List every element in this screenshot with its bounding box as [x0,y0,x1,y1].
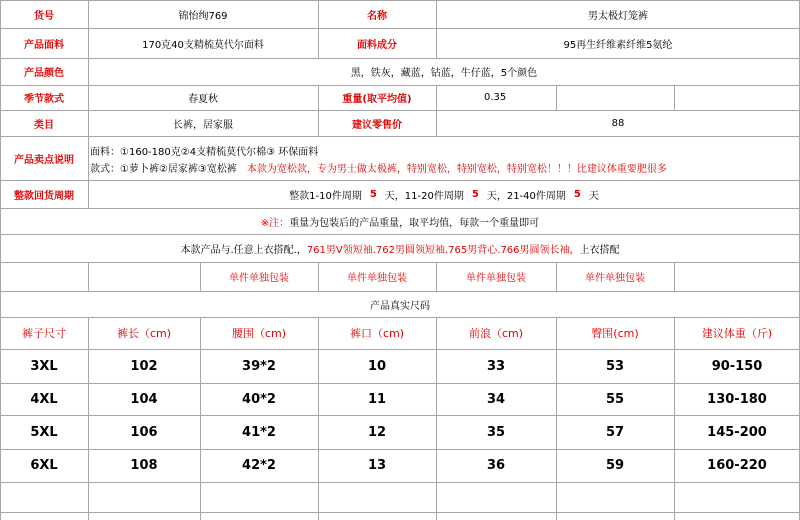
grid-line [0,180,800,181]
size-row-5xl-weight: 145-200 [707,424,767,440]
grid-line [0,262,800,263]
grid-line [318,0,319,28]
selling-line2-red: 本款为宽松款，专为男士做太极裤，特别宽松，特别宽松，特别宽松！！！比建议体重要肥很多 [246,163,667,175]
grid-line [318,85,319,136]
grid-line [0,208,800,209]
price-value: 88 [611,117,625,129]
grid-line [436,317,437,520]
pack-cell-2: 单件单独包装 [347,273,407,284]
size-row-6xl-waist: 42*2 [242,458,276,473]
fabric-label: 产品面料 [24,39,64,51]
grid-line [88,0,89,208]
size-row-5xl-size: 5XL [30,424,58,440]
grid-line [0,58,800,59]
grid-line [318,262,319,291]
grid-line [0,349,800,350]
grid-line [556,85,557,110]
size-header-size: 裤子尺寸 [22,327,66,340]
size-row-4xl-size: 4XL [30,391,58,407]
season-value: 春夏秋 [188,94,218,105]
grid-line [0,0,800,1]
item-no-value: 锦怡绚769 [178,10,228,22]
grid-line [318,317,319,520]
cycle-c-unit: 天 [588,190,599,202]
price-label: 建议零售价 [352,119,402,131]
note-mark: ※注： [260,217,290,229]
size-row-3xl-length: 102 [130,358,158,374]
fabric-value: 170克40支精梳莫代尔面料 [142,39,264,51]
match-suffix: 上衣搭配 [579,244,620,256]
category-label: 类目 [34,119,54,131]
size-row-4xl-length: 104 [130,391,158,407]
composition-label: 面料成分 [357,39,397,51]
size-row-4xl-weight: 130-180 [707,391,767,407]
grid-line [318,28,319,58]
category-value: 长裤，居家服 [173,119,233,131]
name-value: 男太极灯笼裤 [588,10,648,22]
grid-line [0,85,800,86]
size-header-length: 裤长（cm) [116,327,172,340]
size-row-5xl-waist: 41*2 [242,424,276,440]
grid-line [556,262,557,291]
cycle-label: 整款回货周期 [14,190,74,202]
item-no-label: 货号 [34,10,54,22]
pack-cell-4: 单件单独包装 [585,273,645,284]
size-header-weight: 建议体重（斤) [701,327,773,340]
weight-label: 重量(取平均值) [342,94,412,105]
selling-line1: 面料：①160-180克②4支精梳莫代尔棉③ 环保面料 [90,147,319,158]
selling-line2 [88,157,800,177]
grid-line [0,482,800,483]
size-header-waist: 腰围（cm) [231,327,287,340]
size-header-hip: 臀围(cm) [591,327,639,340]
grid-line [0,383,800,384]
size-row-5xl-length: 106 [130,424,158,440]
grid-line [0,415,800,416]
name-label: 名称 [367,10,387,22]
grid-line [88,317,89,520]
grid-line [0,0,1,520]
size-row-4xl-hem: 11 [367,391,387,407]
cycle-a-num: 5 [369,188,377,200]
size-row-6xl-hem: 13 [367,458,387,473]
grid-line [200,262,201,291]
size-row-4xl-waist: 40*2 [242,391,276,407]
grid-line [674,262,675,291]
size-row-3xl-hip: 53 [605,358,625,374]
size-row-3xl-weight: 90-150 [711,358,763,374]
match-prefix: 本款产品与.任意上衣搭配.， [180,244,307,256]
cycle-c-num: 5 [573,188,581,200]
grid-line [0,449,800,450]
grid-line [0,136,800,137]
size-header-rise: 前浪（cm) [468,327,524,340]
match-red: 761男V领短袖.762男圆领短袖.765男背心.766男圆领长袖， [306,244,580,256]
cycle-a-unit: 天，11-20件周期 [384,190,464,202]
grid-line [0,291,800,292]
selling-label: 产品卖点说明 [14,154,74,166]
weight-note [0,208,800,234]
grid-line [436,262,437,291]
size-row-6xl-rise: 36 [486,458,506,473]
grid-line [436,85,437,136]
size-row-5xl-hip: 57 [605,424,625,440]
grid-line [88,262,89,291]
grid-line [0,110,800,111]
size-header-hem: 裤口（cm) [349,327,405,340]
cycle-value [88,180,800,208]
grid-line [674,317,675,520]
composition-value: 95再生纤维素纤维5氨纶 [563,39,673,51]
size-row-3xl-rise: 33 [486,358,506,374]
cycle-b-num: 5 [471,188,479,200]
note-text: 重量为包装后的产品重量，取平均值，每款一个重量即可 [289,217,540,229]
season-label: 季节款式 [24,94,64,105]
grid-line [556,317,557,520]
grid-line [0,28,800,29]
matching-note [0,234,800,262]
grid-line [200,317,201,520]
grid-line [0,317,800,318]
grid-line [436,0,437,58]
grid-line [674,85,675,110]
grid-line [0,512,800,513]
size-row-3xl-size: 3XL [30,358,58,374]
size-row-4xl-rise: 34 [486,391,506,407]
selling-line2-prefix: 款式：①萝卜裤②居家裤③宽松裤 [90,163,237,175]
pack-cell-1: 单件单独包装 [229,273,289,284]
pack-cell-3: 单件单独包装 [466,273,526,284]
weight-value: 0.35 [484,92,507,103]
size-row-6xl-size: 6XL [30,458,58,473]
grid-line [0,234,800,235]
colors-value: 黑，铁灰，藏蓝，钴蓝，牛仔蓝，5个颜色 [350,68,538,79]
color-label: 产品颜色 [24,68,64,79]
size-row-6xl-weight: 160-220 [707,458,767,473]
size-row-5xl-rise: 35 [486,424,506,440]
size-row-5xl-hem: 12 [367,424,387,440]
size-row-6xl-hip: 59 [605,458,625,473]
cycle-a-text: 整款1-10件周期 [289,190,362,202]
cycle-b-unit: 天，21-40件周期 [486,190,566,202]
size-row-3xl-hem: 10 [367,358,387,374]
size-table-title: 产品真实尺码 [370,300,430,312]
size-row-4xl-hip: 55 [605,391,625,407]
size-row-3xl-waist: 39*2 [242,358,276,374]
size-row-6xl-length: 108 [130,458,158,473]
